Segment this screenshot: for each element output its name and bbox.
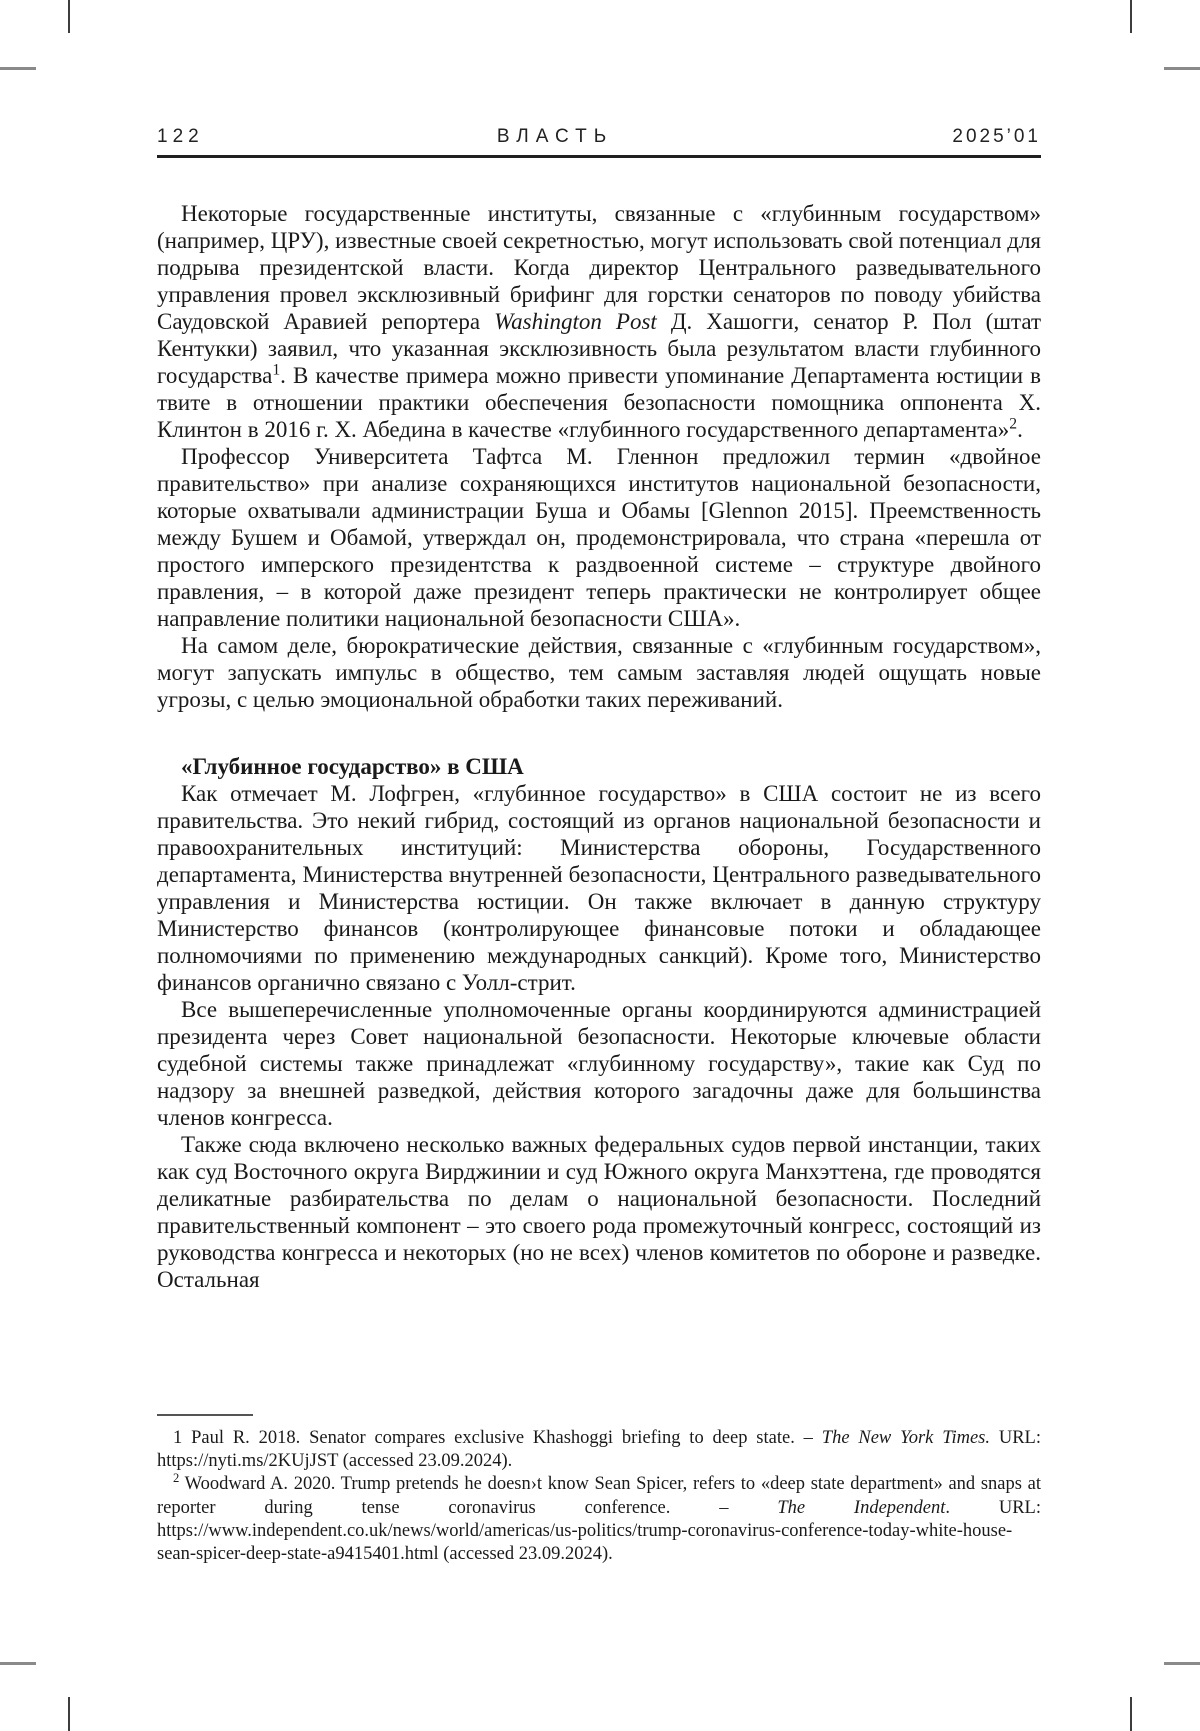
section-heading: «Глубинное государство» в США	[181, 754, 524, 779]
crop-mark	[68, 0, 70, 33]
body-paragraph: Также сюда включено несколько важных федеральных судов первой инстанции, таких как суд Восточного округа Вирджинии и суд Южного округа Манхэттена, где проводятся деликатные разбирательства по делам о национальной безопасности. Последний правительственный компонент – это своего рода промежуточный конгресс, состоящий из руководства конгресса и некоторых (но не всех) членов комитетов по обороне и разведке. Остальная	[157, 1132, 1041, 1292]
body-paragraph: На самом деле, бюрократические действия, связанные с «глубинным государством», могут запускать импульс в общество, тем самым заставляя людей ощущать новые угрозы, с целью эмоциональной обработки таких переживаний.	[157, 633, 1041, 712]
crop-mark	[1164, 1662, 1200, 1665]
body-paragraph: Профессор Университета Тафтса М. Гленнон предложил термин «двойное правительство» при анализе сохраняющихся институтов национальной безопасности, которые охватывали администрации Буша и Обамы [Glennon 2015]. Преемственность между Бушем и Обамой, утверждал он, продемонстрировала, что страна «перешла от простого имперского президентства к раздвоенной системе – структуре двойного правления, – в которой даже президент теперь практически не контролирует общее направление политики национальной безопасности США».	[157, 444, 1041, 631]
page-number: 122	[157, 126, 204, 147]
crop-mark	[1130, 1697, 1132, 1731]
crop-mark	[1164, 67, 1200, 70]
issue-number: 2025’01	[952, 126, 1041, 147]
running-header	[157, 126, 1041, 158]
crop-mark	[1130, 0, 1132, 33]
footnote: $^2$ Woodward A. 2020. Trump pretends he doesn›t know Sean Spicer, refers to «deep state department» and snaps at reporter during tense coronavirus conference. – The Independent. URL: https://www.independent.co.uk/news/world/americas/us-politics/trump-coronavirus-conference-today-white-house-sean-spicer-deep-state-a9415401.html (accessed 23.09.2024).	[157, 1471, 1041, 1565]
journal-title: ВЛАСТЬ	[496, 126, 614, 147]
body-paragraph: Некоторые государственные институты, связанные с «глубинным государством» (например, ЦРУ), известные своей секретностью, могут использовать свой потенциал для подрыва президентской власти. Когда директор Центрального разведывательного управления провел эксклюзивный брифинг для горстки сенаторов по поводу убийства Саудовской Аравией репортера Washington Post Д. Хашогги, сенатор Р. Пол (штат Кентукки) заявил, что указанная эксклюзивность была результатом власти глубинного государства$^1$. В качестве примера можно привести упоминание Департамента юстиции в твите в отношении практики обеспечения безопасности помощника оппонента Х. Клинтон в 2016 г. Х. Абедина в качестве «глубинного государственного департамента»$^2$.	[157, 201, 1041, 442]
page-content	[157, 126, 1041, 1293]
crop-mark	[0, 67, 36, 70]
crop-mark	[68, 1697, 70, 1731]
footnote: 1 Paul R. 2018. Senator compares exclusive Khashoggi briefing to deep state. – The New York Times. URL: https://nyti.ms/2KUjJST (accessed 23.09.2024).	[157, 1428, 1041, 1472]
body-paragraph: Все вышеперечисленные уполномоченные органы координируются администрацией президента через Совет национальной безопасности. Некоторые ключевые области судебной системы также принадлежат «глубинному государству», такие как Суд по надзору за внешней разведкой, действия которого загадочны даже для большинства членов конгресса.	[157, 997, 1041, 1130]
crop-mark	[0, 1662, 36, 1665]
body-paragraph: Как отмечает М. Лофгрен, «глубинное государство» в США состоит не из всего правительства. Это некий гибрид, состоящий из органов национальной безопасности и правоохранительных институций: Министерства обороны, Государственного департамента, Министерства внутренней безопасности, Центрального разведывательного управления и Министерства юстиции. Он также включает в данную структуру Министерство финансов (контролирующее финансовые потоки и обладающее полномочиями по применению международных санкций). Кроме того, Министерство финансов органично связано с Уолл-стрит.	[157, 781, 1041, 995]
footnotes-block	[157, 1414, 1041, 1566]
footnote-separator	[157, 1414, 253, 1416]
article-body	[157, 200, 1041, 1293]
